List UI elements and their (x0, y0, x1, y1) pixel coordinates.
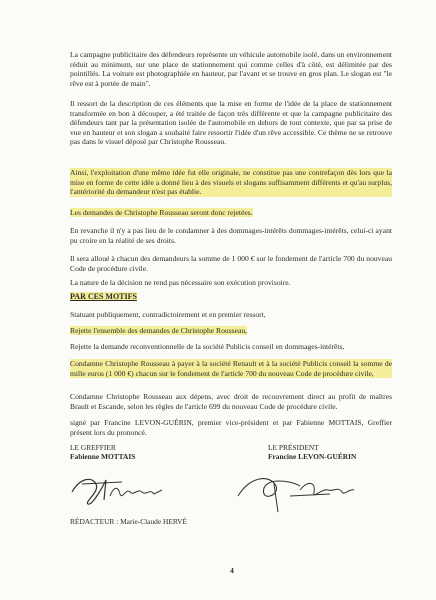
paragraph-rejection (70, 208, 392, 218)
paragraph-conclusion-highlighted: Ainsi, l'exploitation d'une même idée fut elle originale, ne constitue pas une contrefaçon dès lors que la mise en forme de cette idée a donné lieu à des visuels et slogans suffisamment différents et qu'au surplus, l'antériorité du demandeur n'est pas établie. (70, 168, 392, 197)
highlight-rejection: Les demandes de Christophe Rousseau seront donc rejetées. (70, 208, 253, 217)
heading-par-ces-motifs (70, 292, 137, 301)
page-number: 4 (230, 566, 234, 575)
greffier-signature-image (62, 470, 177, 508)
president-name: Francine LEVON-GUÉRIN (268, 452, 357, 462)
highlight-rejette: Rejette l'ensemble des demandes de Christophe Rousseau, (70, 326, 248, 335)
greffier-role: LE GREFFIER (70, 443, 116, 452)
paragraph-condamne-payer: Condamne Christophe Rousseau à payer à la société Renault et à la société Publicis conseil la somme de mille euros (1 000 €) chacun sur le fondement de l'article 700 du nouveau Code de procédure civile, (70, 359, 392, 378)
paragraph-provisional-execution: La nature de la décision ne rend pas nécessaire son exécution provisoire. (70, 278, 291, 287)
paragraph-analysis: Il ressort de la description de ces éléments que la mise en forme de l'idée de la place de stationnement transformée en bon à découper, a été traitée de façon très différente et que la campagne publicitaire des défendeurs tant par la présentation isolée de l'automobile en dehors de tout contexte, que par sa prise de vue en hauteur et son slogan a souhaité faire ressortir l'idée d'un rêve accessible. Ce thème ne se retrouve pas dans le visuel déposé par Christophe Rousseau. (70, 99, 392, 147)
highlight-heading: PAR CES MOTIFS (70, 292, 137, 301)
paragraph-statuant: Statuant publiquement, contradictoirement et en premier ressort, (70, 310, 266, 319)
greffier-name: Fabienne MOTTAIS (70, 452, 136, 462)
paragraph-signatories: signé par Francine LEVON-GUÉRIN, premier vice-président et par Fabienne MOTTAIS, Greffier présent lors du prononcé. (70, 418, 392, 437)
paragraph-rejette-demandes (70, 326, 392, 336)
paragraph-rejette-reconventionnelle: Rejette la demande reconventionnelle de la société Publicis conseil en dommages-intérêts, (70, 342, 345, 351)
paragraph-condamne-depens: Condamne Christophe Rousseau aux dépens, avec droit de recouvrement direct au profit de maîtres Brault et Escande, selon les règles de l'article 699 du nouveau Code de procédure civile. (70, 392, 392, 411)
paragraph-campaign-description: La campagne publicitaire des défendeurs représente un véhicule automobile isolé, dans un environnement réduit au minimum, sur une place de stationnement qui comme celles d'à côté, est délimitée par des pointillés. La voiture est photographiée en hauteur, par l'avant et se trouve en gros plan. Le slogan est "le rêve est à portée de main". (70, 50, 392, 88)
greffier-block (70, 443, 135, 462)
president-signature-image (230, 466, 360, 516)
redacteur-line: RÉDACTEUR : Marie-Claude HERVÉ (70, 517, 188, 526)
president-block (268, 443, 356, 462)
paragraph-article-700: Il sera alloué à chacun des demandeurs la somme de 1 000 € sur le fondement de l'article 700 du nouveau Code de procédure civile. (70, 254, 392, 273)
president-role: LE PRÉSIDENT (268, 443, 319, 452)
paragraph-damages: En revanche il n'y a pas lieu de le condamner à des dommages-intérêts dommages-intérêts, celui-ci ayant pu croire en la réalité de ses droits. (70, 226, 392, 245)
